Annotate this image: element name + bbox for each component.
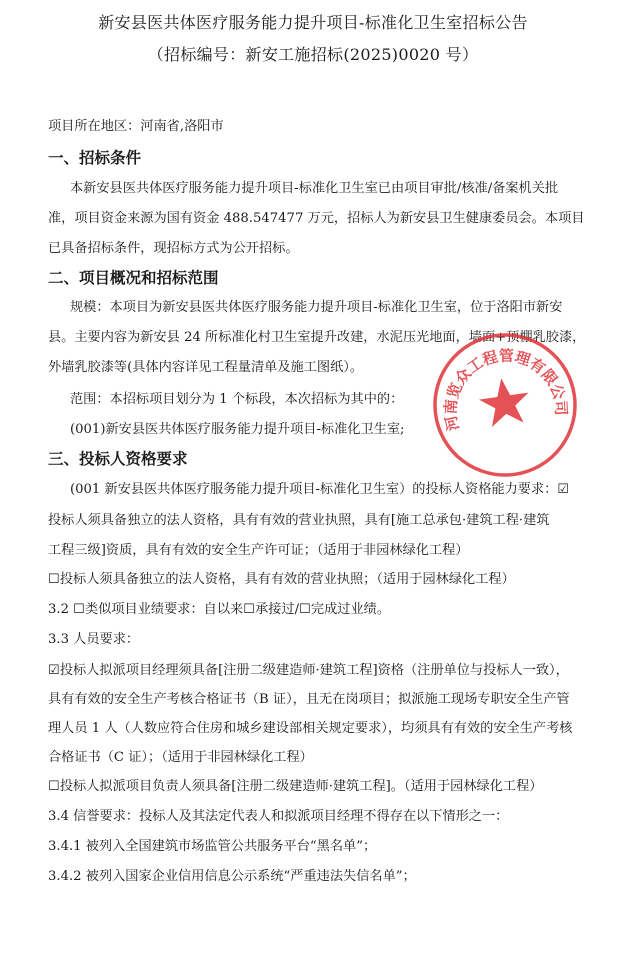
paragraph-line: ☐投标人须具备独立的法人资格，具有有效的营业执照；（适用于园林绿化工程） [48, 572, 515, 587]
section-heading-2: 二、项目概况和招标范围 [48, 269, 219, 287]
seal-stamp [430, 330, 580, 480]
paragraph-line: 规模：本项目为新安县医共体医疗服务能力提升项目-标准化卫生室，位于洛阳市新安 [70, 300, 563, 315]
paragraph-line: 已具备招标条件，现招标方式为公开招标。 [48, 241, 299, 256]
paragraph-line: 投标人须具备独立的法人资格，具有有效的营业执照，具有[施工总承包·建筑工程·建筑 [48, 513, 550, 528]
paragraph-line: 理人员 1 人（人数应符合住房和城乡建设部相关规定要求），均须具有有效的安全生产考核 [48, 721, 573, 736]
paragraph-line: (001)新安县医共体医疗服务能力提升项目-标准化卫生室; [70, 422, 405, 437]
seal-star [476, 375, 532, 429]
company-seal [430, 330, 580, 480]
paragraph-line: 外墙乳胶漆等(具体内容详见工程量清单及施工图纸）。 [48, 360, 364, 375]
paragraph-line: 3.2 ☐类似项目业绩要求：自以来☐承接过/☐完成过业绩。 [48, 602, 391, 617]
paragraph-line: 3.4.1 被列入全国建筑市场监管公共服务平台“黑名单”； [48, 839, 377, 854]
paragraph-line: 准，项目资金来源为国有资金 488.547477 万元，招标人为新安县卫生健康委员会。本项目 [48, 211, 585, 226]
paragraph-line: 3.4 信誉要求：投标人及其法定代表人和拟派项目经理不得存在以下情形之一： [48, 809, 509, 824]
paragraph-line: (001 新安县医共体医疗服务能力提升项目-标准化卫生室）的投标人资格能力要求：☑ [70, 482, 570, 497]
section-heading-1: 一、招标条件 [48, 149, 142, 167]
paragraph-line: ☑投标人拟派项目经理须具备[注册二级建造师·建筑工程]资格（注册单位与投标人一致）， [48, 663, 569, 678]
project-region: 项目所在地区：河南省,洛阳市 [48, 119, 224, 134]
paragraph-line: 工程三级]资质，具有有效的安全生产许可证；（适用于非园林绿化工程） [48, 543, 469, 558]
paragraph-line: 合格证书（C 证）；（适用于非园林绿化工程） [48, 750, 313, 765]
paragraph-line: 3.3 人员要求： [48, 632, 140, 647]
paragraph-line: 县。主要内容为新安县 24 所标准化村卫生室提升改建，水泥压光地面，墙面+顶棚乳胶漆， [48, 330, 586, 345]
document-title: 新安县医共体医疗服务能力提升项目-标准化卫生室招标公告 [98, 13, 528, 32]
paragraph-line: 本新安县医共体医疗服务能力提升项目-标准化卫生室已由项目审批/核准/备案机关批 [70, 181, 559, 196]
seal-text: 河南览众工程管理有限公司 [441, 346, 571, 433]
section-heading-3: 三、投标人资格要求 [48, 450, 188, 468]
paragraph-line: ☐投标人拟派项目负责人须具备[注册二级建造师·建筑工程]。（适用于园林绿化工程） [48, 779, 543, 794]
paragraph-line: 具有有效的安全生产考核合格证书（B 证），且无在岗项目；拟派施工现场专职安全生产管 [48, 692, 570, 707]
paragraph-line: 范围：本招标项目划分为 1 个标段，本次招标为其中的： [70, 392, 404, 407]
tender-code: （招标编号：新安工施招标(2025)0020 号） [147, 45, 479, 64]
paragraph-line: 3.4.2 被列入国家企业信用信息公示系统“严重违法失信名单”； [48, 869, 416, 884]
